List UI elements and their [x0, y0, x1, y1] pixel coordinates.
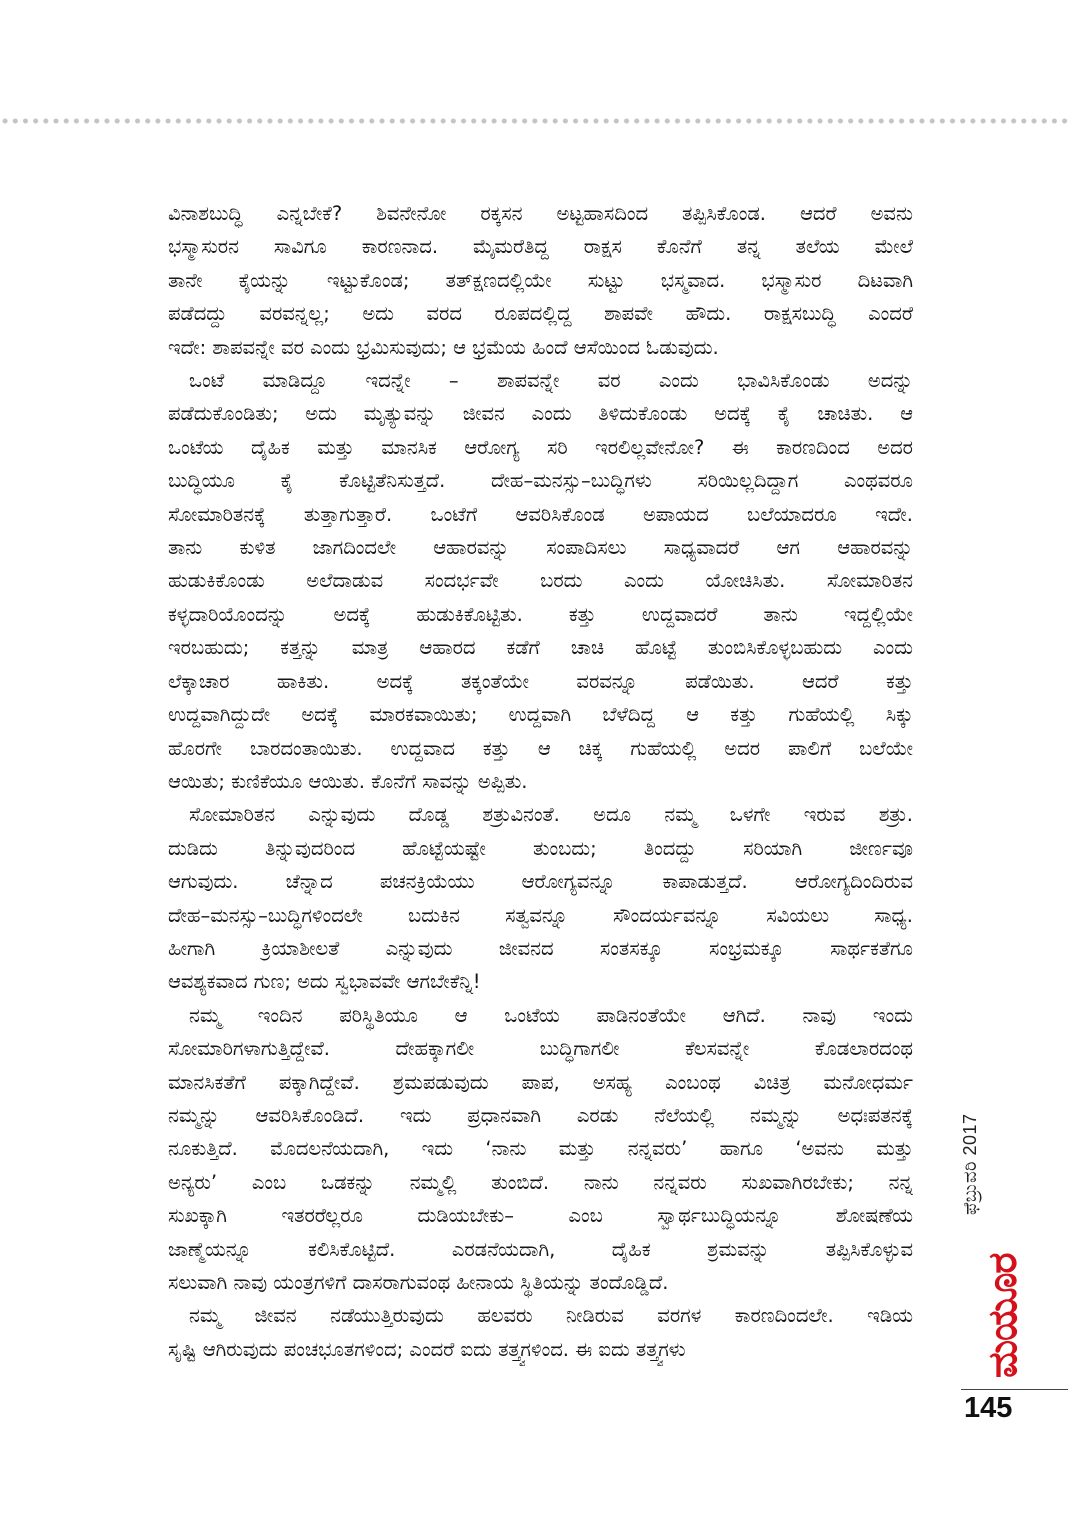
text-line: ಹುಡುಕಿಕೊಂಡು ಅಲೆದಾಡುವ ಸಂದರ್ಭವೇ ಬರದು ಎಂದು ಯೋಚಿಸಿತು. ಸೋಮಾರಿತನ — [168, 569, 913, 593]
text-line: ಆಗುವುದು. ಚೆನ್ನಾದ ಪಚನಕ್ರಿಯೆಯು ಆರೋಗ್ಯವನ್ನೂ ಕಾಪಾಡುತ್ತದೆ. ಆರೋಗ್ಯದಿಂದಿರುವ — [168, 870, 913, 894]
text-line: ಸೃಷ್ಟಿ ಆಗಿರುವುದು ಪಂಚಭೂತಗಳಿಂದ; ಎಂದರೆ ಐದು ತತ್ತ್ವಗಳಿಂದ. ಈ ಐದು ತತ್ತ್ವಗಳು — [168, 1337, 686, 1361]
text-line: ಬುದ್ಧಿಯೂ ಕೈ ಕೊಟ್ಟಿತೆನಿಸುತ್ತದೆ. ದೇಹ–ಮನಸ್ಸು–ಬುದ್ಧಿಗಳು ಸರಿಯಿಲ್ಲದಿದ್ದಾಗ ಎಂಥವರೂ — [168, 469, 913, 493]
text-line: ಪಡೆದದ್ದು ವರವನ್ನಲ್ಲ; ಅದು ವರದ ರೂಪದಲ್ಲಿದ್ದ ಶಾಪವೇ ಹೌದು. ರಾಕ್ಷಸಬುದ್ಧಿ ಎಂದರೆ — [168, 302, 913, 326]
text-line: ಜಾಣ್ಮೆಯನ್ನೂ ಕಲಿಸಿಕೊಟ್ಟಿದೆ. ಎರಡನೆಯದಾಗಿ, ದೈಹಿಕ ಶ್ರಮವನ್ನು ತಪ್ಪಿಸಿಕೊಳ್ಳುವ — [168, 1237, 913, 1261]
text-line: ಕಳ್ಳದಾರಿಯೊಂದನ್ನು ಅದಕ್ಕೆ ಹುಡುಕಿಕೊಟ್ಟಿತು. ಕತ್ತು ಉದ್ದವಾದರೆ ತಾನು ಇದ್ದಲ್ಲಿಯೇ — [168, 602, 913, 626]
text-line: ಇರಬಹುದು; ಕತ್ತನ್ನು ಮಾತ್ರ ಆಹಾರದ ಕಡೆಗೆ ಚಾಚಿ ಹೊಟ್ಟೆ ತುಂಬಿಸಿಕೊಳ್ಳಬಹುದು ಎಂದು — [168, 636, 913, 660]
text-line: ತಾನು ಕುಳಿತ ಜಾಗದಿಂದಲೇ ಆಹಾರವನ್ನು ಸಂಪಾದಿಸಲು ಸಾಧ್ಯವಾದರೆ ಆಗ ಆಹಾರವನ್ನು — [168, 536, 913, 560]
text-line: ಹೊರಗೇ ಬಾರದಂತಾಯಿತು. ಉದ್ದವಾದ ಕತ್ತು ಆ ಚಿಕ್ಕ ಗುಹೆಯಲ್ಲಿ ಅದರ ಪಾಲಿಗೆ ಬಲೆಯೇ — [168, 736, 913, 760]
page-number-rule — [961, 1389, 1068, 1390]
text-line: ದುಡಿದು ತಿನ್ನುವುದರಿಂದ ಹೊಟ್ಟೆಯಷ್ಟೇ ತುಂಬದು; ತಿಂದದ್ದು ಸರಿಯಾಗಿ ಜೀರ್ಣವೂ — [168, 836, 913, 860]
text-line: ಸೋಮಾರಿತನ ಎನ್ನುವುದು ದೊಡ್ಡ ಶತ್ರುವಿನಂತೆ. ಅದೂ ನಮ್ಮ ಒಳಗೇ ಇರುವ ಶತ್ರು. — [189, 803, 913, 827]
text-line: ಅನ್ಯರು’ ಎಂಬ ಒಡಕನ್ನು ನಮ್ಮಲ್ಲಿ ತುಂಬಿದೆ. ನಾನು ನನ್ನವರು ಸುಖವಾಗಿರಬೇಕು; ನನ್ನ — [168, 1170, 913, 1194]
text-line: ಒಂಟೆ ಮಾಡಿದ್ದೂ ಇದನ್ನೇ – ಶಾಪವನ್ನೇ ವರ ಎಂದು ಭಾವಿಸಿಕೊಂಡು ಅದನ್ನು — [189, 369, 913, 393]
paragraph — [168, 798, 913, 998]
text-line: ಸೋಮಾರಿಗಳಾಗುತ್ತಿದ್ದೇವೆ. ದೇಹಕ್ಕಾಗಲೀ ಬುದ್ಧಿಗಾಗಲೀ ಕೆಲಸವನ್ನೇ ಕೊಡಲಾರದಂಥ — [168, 1037, 913, 1061]
text-line: ಇದೇ: ಶಾಪವನ್ನೇ ವರ ಎಂದು ಭ್ರಮಿಸುವುದು; ಆ ಭ್ರಮೆಯ ಹಿಂದೆ ಆಸೆಯಿಂದ ಓಡುವುದು. — [168, 335, 719, 359]
paragraph — [168, 197, 913, 364]
dotted-top-rule — [0, 117, 1072, 125]
text-line: ಆಯಿತು; ಕುಣಿಕೆಯೂ ಆಯಿತು. ಕೊನೆಗೆ ಸಾವನ್ನು ಅಪ್ಪಿತು. — [168, 769, 528, 793]
text-line: ಹೀಗಾಗಿ ಕ್ರಿಯಾಶೀಲತೆ ಎನ್ನುವುದು ಜೀವನದ ಸಂತಸಕ್ಕೂ ಸಂಭ್ರಮಕ್ಕೂ ಸಾರ್ಥಕತೆಗೂ — [168, 936, 913, 960]
text-line: ತಾನೇ ಕೈಯನ್ನು ಇಟ್ಟುಕೊಂಡ; ತತ್‍ಕ್ಷಣದಲ್ಲಿಯೇ ಸುಟ್ಟು ಭಸ್ಮವಾದ. ಭಸ್ಮಾಸುರ ದಿಟವಾಗಿ — [168, 268, 913, 292]
issue-date: ಫೆಬ್ರುವರಿ 2017 — [960, 1113, 980, 1215]
magazine-logo: ಮಯೂರ — [980, 1253, 1026, 1378]
article-body — [168, 197, 913, 1366]
text-line: ಭಸ್ಮಾಸುರನ ಸಾವಿಗೂ ಕಾರಣನಾದ. ಮೈಮರೆತಿದ್ದ ರಾಕ್ಷಸ ಕೊನೆಗೆ ತನ್ನ ತಲೆಯ ಮೇಲೆ — [168, 235, 913, 259]
text-line: ಸಲುವಾಗಿ ನಾವು ಯಂತ್ರಗಳಿಗೆ ದಾಸರಾಗುವಂಥ ಹೀನಾಯ ಸ್ಥಿತಿಯನ್ನು ತಂದೊಡ್ಡಿದೆ. — [168, 1271, 669, 1294]
text-line: ಒಂಟೆಯ ದೈಹಿಕ ಮತ್ತು ಮಾನಸಿಕ ಆರೋಗ್ಯ ಸರಿ ಇರಲಿಲ್ಲವೇನೋ? ಈ ಕಾರಣದಿಂದ ಅದರ — [168, 435, 913, 459]
text-line: ನಮ್ಮನ್ನು ಆವರಿಸಿಕೊಂಡಿದೆ. ಇದು ಪ್ರಧಾನವಾಗಿ ಎರಡು ನೆಲೆಯಲ್ಲಿ ನಮ್ಮನ್ನು ಅಧಃಪತನಕ್ಕೆ — [168, 1103, 913, 1127]
text-line: ಲೆಕ್ಕಾಚಾರ ಹಾಕಿತು. ಅದಕ್ಕೆ ತಕ್ಕಂತೆಯೇ ವರವನ್ನೂ ಪಡೆಯಿತು. ಆದರೆ ಕತ್ತು — [168, 669, 913, 693]
page-number: 145 — [964, 1392, 1013, 1424]
paragraph — [168, 1299, 913, 1366]
text-line: ಉದ್ದವಾಗಿದ್ದುದೇ ಅದಕ್ಕೆ ಮಾರಕವಾಯಿತು; ಉದ್ದವಾಗಿ ಬೆಳೆದಿದ್ದ ಆ ಕತ್ತು ಗುಹೆಯಲ್ಲಿ ಸಿಕ್ಕು — [168, 703, 913, 727]
text-line: ಮಾನಸಿಕತೆಗೆ ಪಕ್ಕಾಗಿದ್ದೇವೆ. ಶ್ರಮಪಡುವುದು ಪಾಪ, ಅಸಹ್ಯ ಎಂಬಂಥ ವಿಚಿತ್ರ ಮನೋಧರ್ಮ — [168, 1070, 913, 1094]
text-line: ಸುಖಕ್ಕಾಗಿ ಇತರರೆಲ್ಲರೂ ದುಡಿಯಬೇಕು– ಎಂಬ ಸ್ವಾರ್ಥಬುದ್ಧಿಯನ್ನೂ ಶೋಷಣೆಯ — [168, 1204, 913, 1228]
text-line: ದೇಹ–ಮನಸ್ಸು–ಬುದ್ಧಿಗಳಿಂದಲೇ ಬದುಕಿನ ಸತ್ವವನ್ನೂ ಸೌಂದರ್ಯವನ್ನೂ ಸವಿಯಲು ಸಾಧ್ಯ. — [168, 903, 913, 927]
text-line: ನಮ್ಮ ಇಂದಿನ ಪರಿಸ್ಥಿತಿಯೂ ಆ ಒಂಟೆಯ ಪಾಡಿನಂತೆಯೇ ಆಗಿದೆ. ನಾವು ಇಂದು — [189, 1003, 913, 1027]
text-line: ಆವಶ್ಯಕವಾದ ಗುಣ; ಅದು ಸ್ವಭಾವವೇ ಆಗಬೇಕೆನ್ನಿ! — [168, 970, 481, 994]
text-line: ನೂಕುತ್ತಿದೆ. ಮೊದಲನೆಯದಾಗಿ, ಇದು ‘ನಾನು ಮತ್ತು ನನ್ನವರು’ ಹಾಗೂ ‘ಅವನು ಮತ್ತು — [168, 1137, 913, 1161]
paragraph — [168, 364, 913, 798]
text-line: ನಮ್ಮ ಜೀವನ ನಡೆಯುತ್ತಿರುವುದು ಹಲವರು ನೀಡಿರುವ ವರಗಳ ಕಾರಣದಿಂದಲೇ. ಇಡಿಯ — [189, 1304, 913, 1328]
text-line: ವಿನಾಶಬುದ್ಧಿ ಎನ್ನಬೇಕೆ? ಶಿವನೇನೋ ರಕ್ಕಸನ ಅಟ್ಟಹಾಸದಿಂದ ತಪ್ಪಿಸಿಕೊಂಡ. ಆದರೆ ಅವನು — [168, 202, 913, 225]
paragraph — [168, 999, 913, 1300]
text-line: ಪಡೆದುಕೊಂಡಿತು; ಅದು ಮೃತ್ಯುವನ್ನು ಜೀವನ ಎಂದು ತಿಳಿದುಕೊಂಡು ಅದಕ್ಕೆ ಕೈ ಚಾಚಿತು. ಆ — [168, 402, 913, 426]
text-line: ಸೋಮಾರಿತನಕ್ಕೆ ತುತ್ತಾಗುತ್ತಾರೆ. ಒಂಟೆಗೆ ಆವರಿಸಿಕೊಂಡ ಅಪಾಯದ ಬಲೆಯಾದರೂ ಇದೇ. — [168, 502, 913, 526]
